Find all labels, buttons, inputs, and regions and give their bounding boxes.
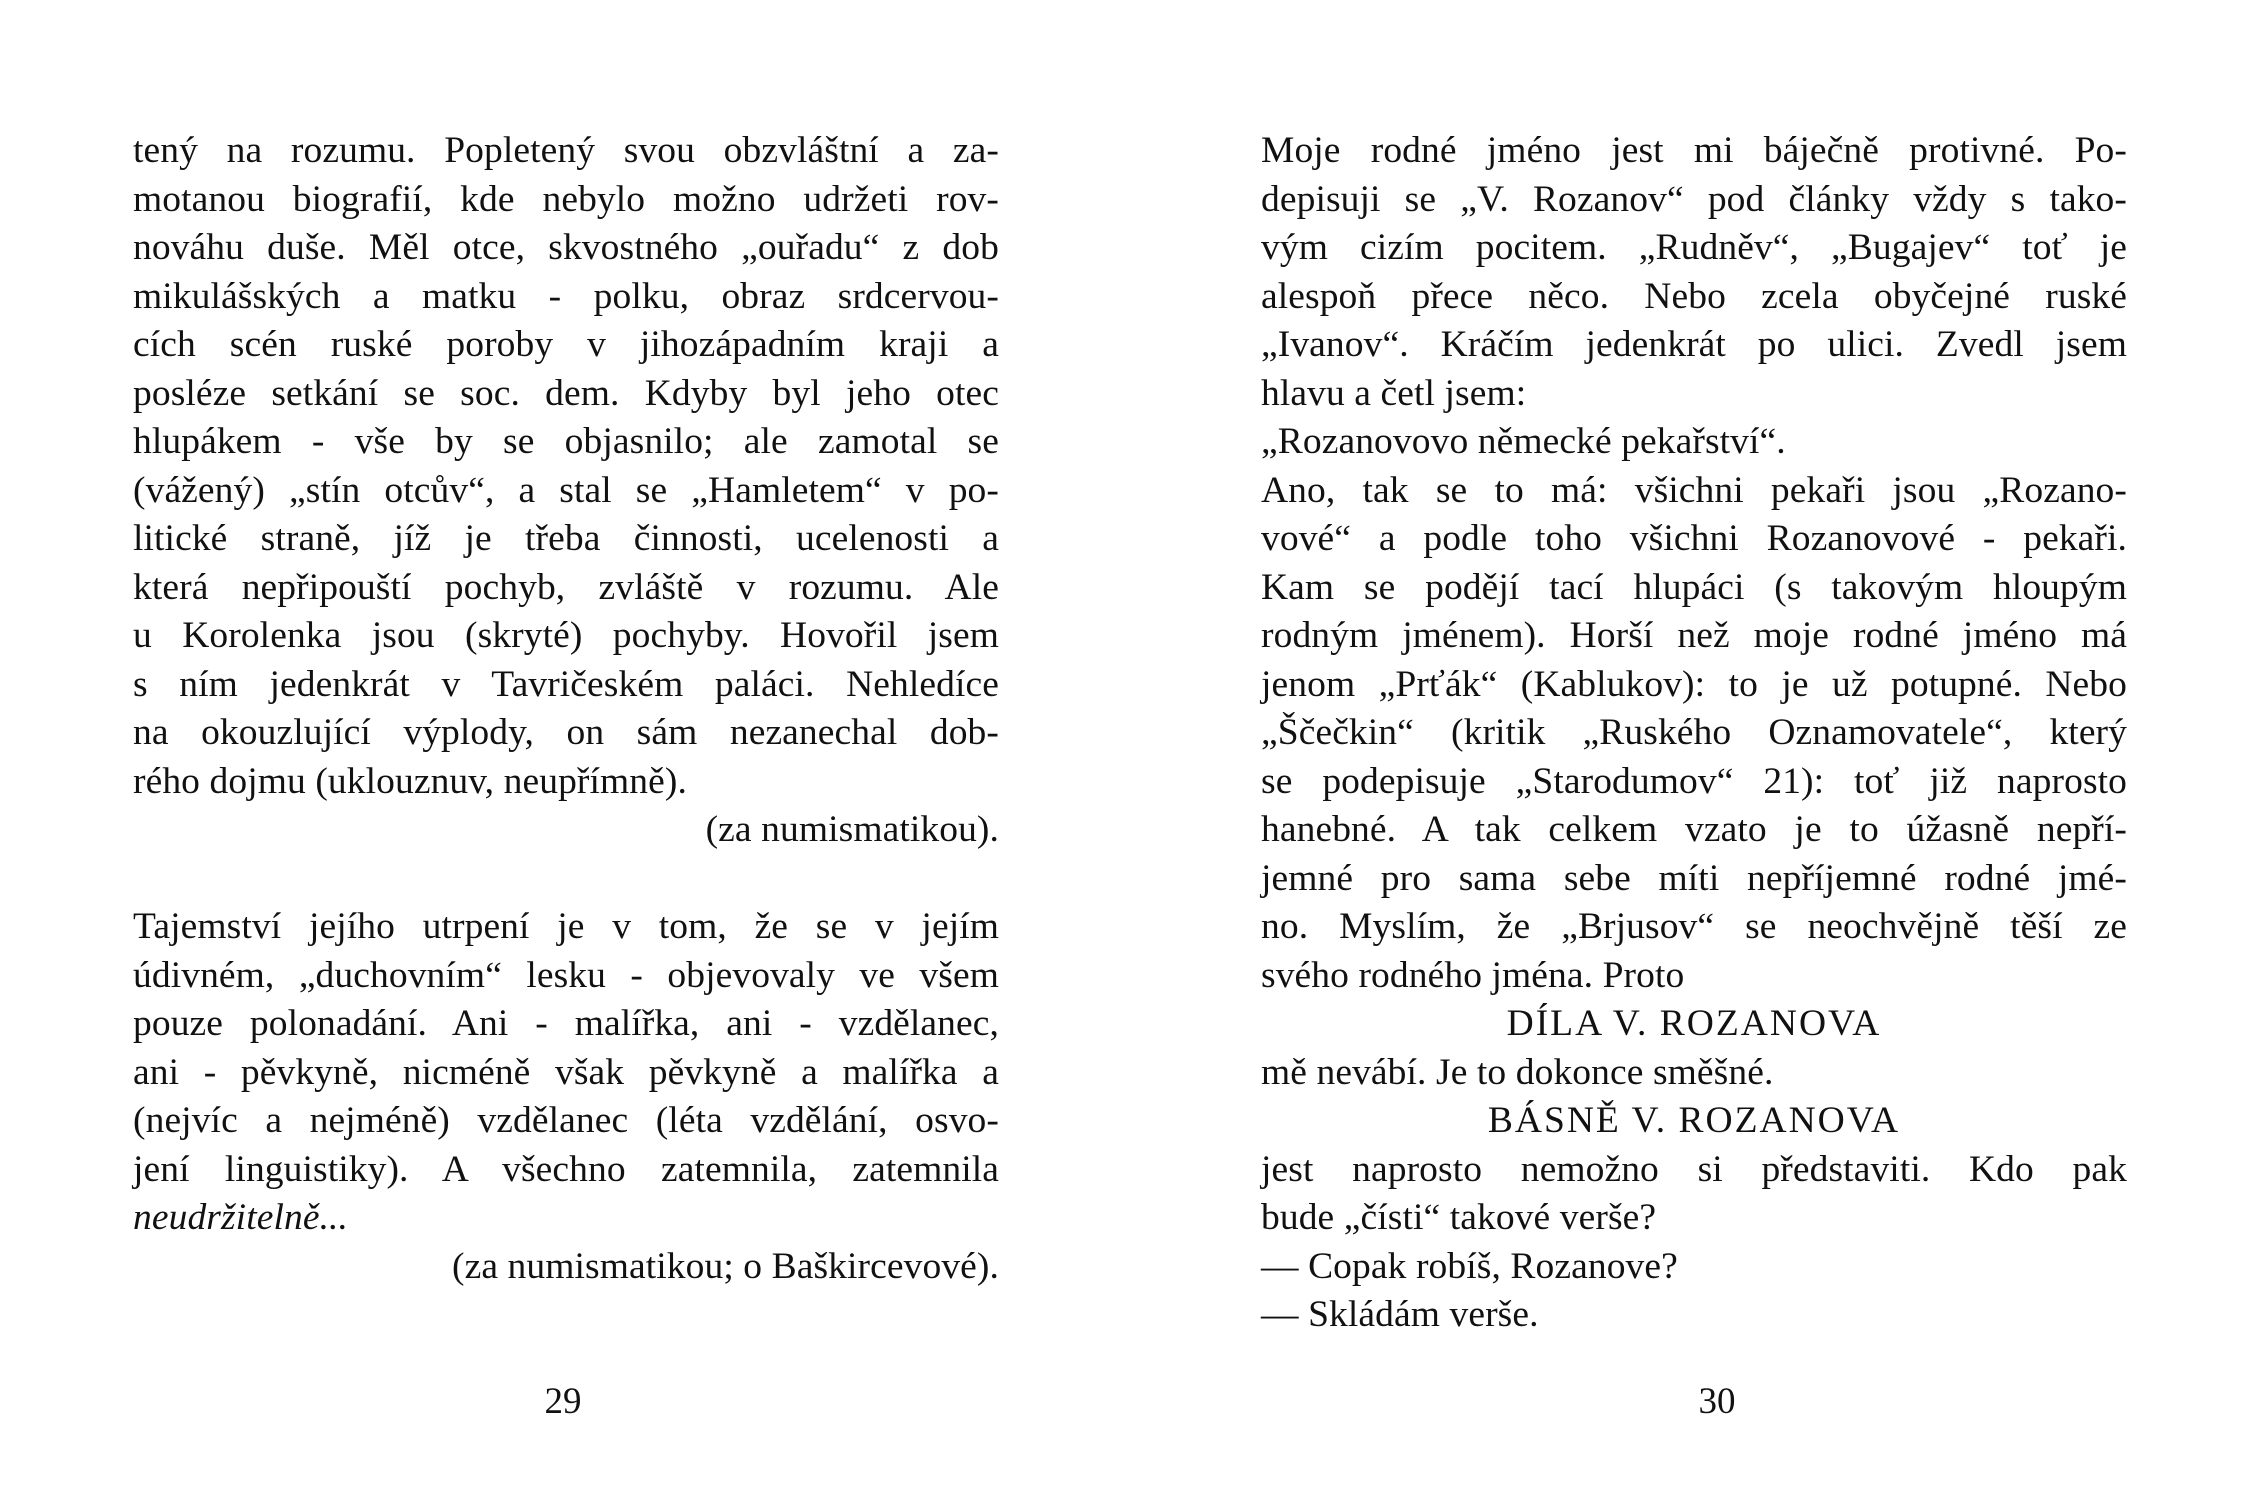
left-p1-line-13: na okouzlující výplody, on sám nezanechal dob- <box>133 712 999 753</box>
right-p1-line-12: jenom „Prťák“ (Kablukov): to je už potupné. Nebo <box>1261 663 2127 705</box>
left-p1-line-6: posléze setkání se soc. dem. Kdyby byl jeho otec <box>133 372 999 414</box>
right-p1-line-10: Kam se podějí tací hlupáci (s takovým hloupým <box>1261 566 2127 608</box>
right-p1-line-9: vové“ a podle toho všichni Rozanovové - pekaři. <box>1261 518 2127 559</box>
right-p1-line-5: „Ivanov“. Kráčím jedenkrát po ulici. Zvedl jsem <box>1261 324 2127 365</box>
right-p1-line-3: vým cizím pocitem. „Rudněv“, „Bugajev“ toť je <box>1261 227 2127 268</box>
right-p2-line-4: — Skládám verše. <box>1261 1294 1539 1335</box>
left-p1-line-12: s ním jedenkrát v Tavričeském paláci. Nehledíce <box>133 663 999 705</box>
left-p2-line-5: (nejvíc a nejméně) vzdělanec (léta vzdělání, osvo- <box>133 1100 999 1141</box>
left-p1-line-7: hlupákem - vše by se objasnilo; ale zamotal se <box>133 421 999 462</box>
right-line-after-heading-1: mě nevábí. Je to dokonce směšné. <box>1261 1051 1774 1093</box>
left-p2-line-3: pouze polonadání. Ani - malířka, ani - vzdělanec, <box>133 1003 999 1044</box>
right-p1-line-4: alespoň přece něco. Nebo zcela obyčejné ruské <box>1261 275 2127 317</box>
left-p2-line-7: neudržitelně... <box>133 1197 349 1238</box>
right-p1-line-11: rodným jménem). Horší než moje rodné jméno má <box>1261 615 2127 656</box>
heading-basne: BÁSNĚ V. ROZANOVA <box>1487 1100 1901 1141</box>
left-p1-line-5: cích scén ruské poroby v jihozápadním kraji a <box>133 324 999 365</box>
right-p1-line-8: Ano, tak se to má: všichni pekaři jsou „Rozano- <box>1261 469 2127 511</box>
right-p1-line-7: „Rozanovovo německé pekařství“. <box>1261 421 1786 462</box>
right-p1-line-6: hlavu a četl jsem: <box>1261 372 1527 414</box>
left-p1-line-3: nováhu duše. Měl otce, skvostného „ouřadu“ z dob <box>133 227 999 268</box>
right-p1-line-15: hanebné. A tak celkem vzato je to úžasně nepří- <box>1261 809 2127 850</box>
left-p1-line-9: litické straně, jíž je třeba činnosti, ucelenosti a <box>133 518 999 559</box>
left-text-column <box>133 127 999 1291</box>
right-p1-line-17: no. Myslím, že „Brjusov“ se neochvějně těší ze <box>1261 906 2127 947</box>
left-p1-line-10: která nepřipouští pochyb, zvláště v rozumu. Ale <box>133 566 999 608</box>
left-p1-line-2: motanou biografií, kde nebylo možno udržeti rov- <box>133 178 999 220</box>
right-p1-line-16: jemné pro sama sebe míti nepříjemné rodné jmé- <box>1261 857 2127 899</box>
right-p2-line-2: bude „čísti“ takové verše? <box>1261 1197 1657 1238</box>
right-p1-line-1: Moje rodné jméno jest mi báječně protivné. Po- <box>1261 130 2127 171</box>
right-p1-line-13: „Ščečkin“ (kritik „Ruského Oznamovatele“, který <box>1261 712 2127 753</box>
left-p2-line-6: jení linguistiky). A všechno zatemnila, zatemnila <box>133 1148 999 1190</box>
right-p2-line-1: jest naprosto nemožno si představiti. Kdo pak <box>1261 1148 2127 1190</box>
page-number-left: 29 <box>544 1381 582 1422</box>
left-p1-line-11: u Korolenka jsou (skryté) pochyby. Hovořil jsem <box>133 615 999 656</box>
left-attribution-1: (za numismatikou). <box>705 809 999 850</box>
left-p1-line-8: (vážený) „stín otcův“, a stal se „Hamletem“ v po- <box>133 469 999 511</box>
left-paragraph-gap <box>133 855 999 904</box>
left-p2-line-1: Tajemství jejího utrpení je v tom, že se v jejím <box>133 906 999 947</box>
left-attribution-2: (za numismatikou; o Baškircevové). <box>451 1245 999 1287</box>
heading-dila: DÍLA V. ROZANOVA <box>1506 1003 1882 1044</box>
left-p2-line-4: ani - pěvkyně, nicméně však pěvkyně a malířka a <box>133 1051 999 1093</box>
right-p2-line-3: — Copak robíš, Rozanove? <box>1261 1245 1678 1287</box>
right-p1-line-18: svého rodného jména. Proto <box>1261 954 1685 996</box>
left-p1-line-4: mikulášských a matku - polku, obraz srdcervou- <box>133 275 999 317</box>
left-p1-line-14: rého dojmu (uklouznuv, neupřímně). <box>133 760 687 802</box>
right-p1-line-2: depisuji se „V. Rozanov“ pod články vždy s tako- <box>1261 178 2127 220</box>
left-p1-line-1: tený na rozumu. Popletený svou obzvláštní a za- <box>133 130 999 171</box>
page-number-right: 30 <box>1698 1381 1736 1422</box>
right-page <box>1121 0 2242 1500</box>
left-p2-line-2: údivném, „duchovním“ lesku - objevovaly ve všem <box>133 954 999 996</box>
right-text-column <box>1261 127 2127 1340</box>
right-p1-line-14: se podepisuje „Starodumov“ 21): toť již naprosto <box>1261 760 2127 802</box>
